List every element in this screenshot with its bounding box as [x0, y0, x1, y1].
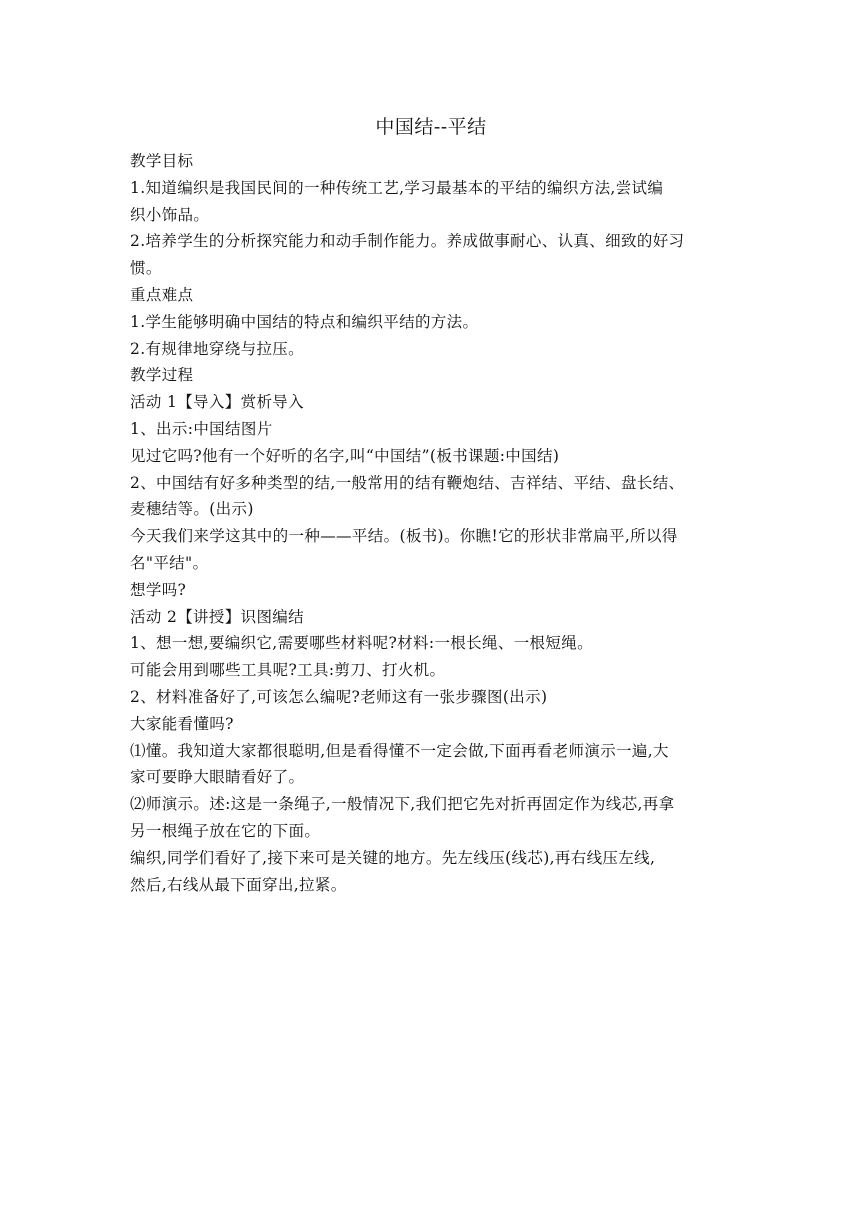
key-point-1: 1.学生能够明确中国结的特点和编织平结的方法。: [130, 312, 479, 331]
paragraph-line: 大家能看懂吗?: [130, 714, 234, 733]
paragraph-line: 1、想一想,要编织它,需要哪些材料呢?材料:一根长绳、一根短绳。: [130, 634, 593, 653]
paragraph-line: 编织,同学们看好了,接下来可是关键的地方。先左线压(线芯),再右线压左线,: [130, 848, 656, 867]
goal-2-line-1: 2.培养学生的分析探究能力和动手制作能力。养成做事耐心、认真、细致的好习: [130, 232, 685, 251]
paragraph-line: 今天我们来学这其中的一种——平结。(板书)。你瞧!它的形状非常扁平,所以得: [130, 527, 678, 546]
document-page: [130, 112, 732, 898]
goal-1-line-1: 1.知道编织是我国民间的一种传统工艺,学习最基本的平结的编织方法,尝试编: [130, 178, 664, 197]
paragraph-line: 想学吗?: [130, 580, 187, 599]
paragraph-line: ⑵师演示。述:这是一条绳子,一般情况下,我们把它先对折再固定作为线芯,再拿: [130, 795, 675, 814]
paragraph-line: 麦穗结等。(出示): [130, 500, 254, 519]
paragraph-line: 然后,右线从最下面穿出,拉紧。: [130, 875, 347, 894]
paragraph-line: 见过它吗?他有一个好听的名字,叫“中国结”(板书课题:中国结): [130, 446, 560, 465]
paragraph-line: 可能会用到哪些工具呢?工具:剪刀、打火机。: [130, 661, 446, 680]
section-heading-key-points: 重点难点: [130, 285, 194, 304]
document-title: 中国结--平结: [375, 116, 487, 138]
paragraph-line: 名"平结"。: [130, 553, 209, 572]
section-heading-goals: 教学目标: [130, 152, 194, 170]
key-point-2: 2.有规律地穿绕与拉压。: [130, 339, 304, 358]
paragraph-line: 家可要睁大眼睛看好了。: [130, 768, 305, 787]
activity-2-heading: 活动 2【讲授】识图编结: [130, 607, 304, 626]
section-heading-process: 教学过程: [130, 366, 194, 385]
paragraph-line: 另一根绳子放在它的下面。: [130, 821, 321, 840]
goal-1-line-2: 织小饰品。: [130, 205, 210, 224]
goal-2-line-2: 惯。: [130, 259, 162, 278]
paragraph-line: 1、出示:中国结图片: [130, 419, 273, 438]
paragraph-line: ⑴懂。我知道大家都很聪明,但是看得懂不一定会做,下面再看老师演示一遍,大: [130, 741, 669, 760]
paragraph-line: 2、材料准备好了,可该怎么编呢?老师这有一张步骤图(出示): [130, 687, 548, 706]
paragraph-line: 2、中国结有好多种类型的结,一般常用的结有鞭炮结、吉祥结、平结、盘长结、: [130, 473, 685, 492]
activity-1-heading: 活动 1【导入】赏析导入: [130, 393, 304, 412]
